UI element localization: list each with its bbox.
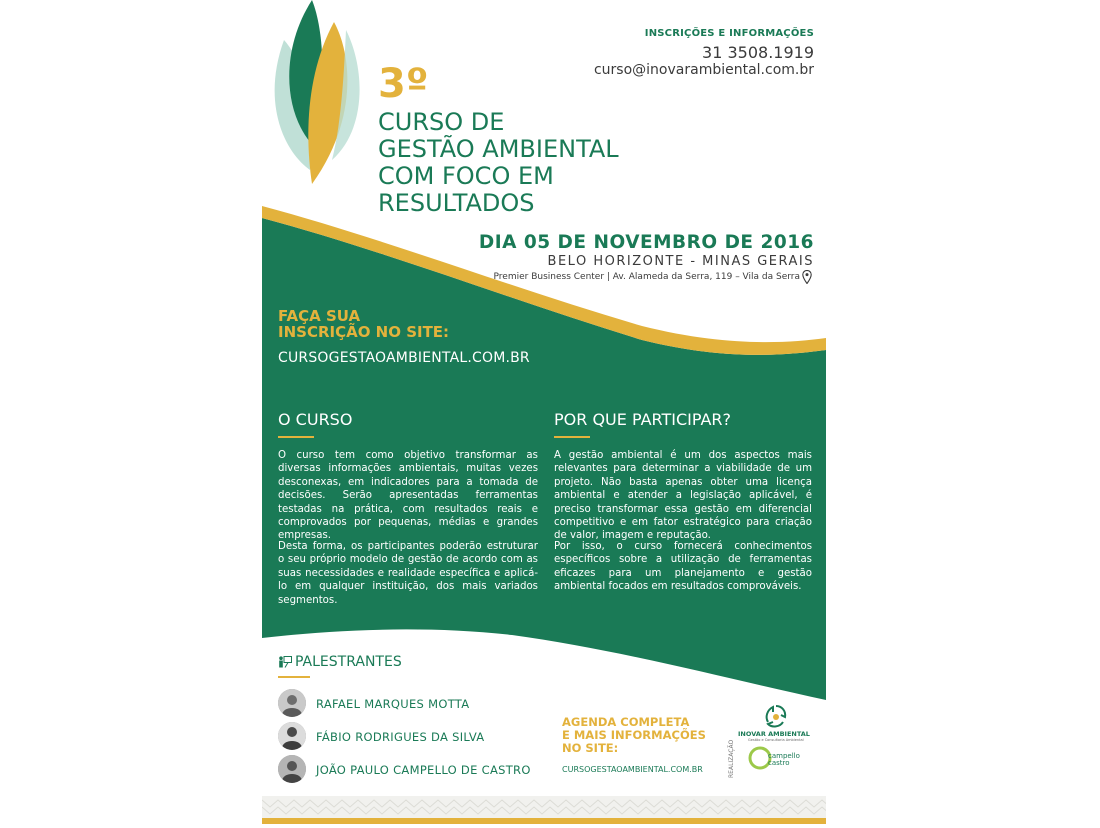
event-city: BELO HORIZONTE - MINAS GERAIS bbox=[547, 254, 814, 269]
agenda-line: AGENDA COMPLETA bbox=[562, 715, 690, 729]
speaker-name: JOÃO PAULO CAMPELLO DE CASTRO bbox=[316, 763, 531, 777]
agenda-line: NO SITE: bbox=[562, 741, 619, 755]
course-title bbox=[378, 109, 638, 217]
event-poster bbox=[262, 0, 826, 824]
edition-number: 3º bbox=[378, 61, 429, 107]
event-venue: Premier Business Center | Av. Alameda da Serra, 119 – Vila da Serra bbox=[493, 272, 800, 282]
speaker-name: FÁBIO RODRIGUES DA SILVA bbox=[316, 730, 485, 744]
agenda-url-link[interactable]: CURSOGESTAOAMBIENTAL.COM.BR bbox=[562, 765, 703, 774]
inovar-ambiental-logo bbox=[762, 704, 790, 730]
avatar bbox=[278, 689, 306, 717]
cta-url-link[interactable]: CURSOGESTAOAMBIENTAL.COM.BR bbox=[278, 350, 530, 366]
section-underline bbox=[278, 676, 310, 678]
course-title-line: RESULTADOS bbox=[378, 189, 535, 217]
section-title-curso: O CURSO bbox=[278, 410, 353, 429]
course-title-line: CURSO DE bbox=[378, 108, 505, 136]
campello-castro-name bbox=[768, 753, 818, 767]
speaker-row bbox=[278, 722, 306, 750]
speakers-title: PALESTRANTES bbox=[295, 654, 402, 670]
campello-castro-line: castro bbox=[768, 759, 790, 767]
course-title-line: COM FOCO EM bbox=[378, 162, 554, 190]
contact-title: INSCRIÇÕES E INFORMAÇÕES bbox=[644, 28, 814, 39]
contact-email: curso@inovarambiental.com.br bbox=[593, 62, 814, 78]
cta-title bbox=[278, 308, 518, 340]
speaker-icon bbox=[278, 656, 292, 668]
section-title-porque: POR QUE PARTICIPAR? bbox=[554, 410, 732, 429]
agenda-title bbox=[562, 716, 732, 755]
section-underline bbox=[278, 436, 314, 438]
event-date: DIA 05 DE NOVEMBRO DE 2016 bbox=[478, 232, 814, 253]
porque-paragraph-1: A gestão ambiental é um dos aspectos mais relevantes para determinar a viabilidade de um projeto. Não basta apenas obter uma licença ambiental e atender a legislação aplicável, é preciso transformar essa gestão em diferencial competitivo e em fator estratégico para criação de valor, imagem e reputação. bbox=[554, 450, 812, 542]
porque-paragraph-2: Por isso, o curso fornecerá conhecimentos específicos sobre a utilização de ferramentas eficazes para um planejamento e gestão ambiental focados em resultados comprováveis. bbox=[554, 541, 812, 593]
leaf-logo-graphic bbox=[262, 0, 372, 190]
location-pin-icon bbox=[802, 270, 812, 284]
course-title-line: GESTÃO AMBIENTAL bbox=[378, 135, 619, 163]
speaker-name: RAFAEL MARQUES MOTTA bbox=[316, 697, 470, 711]
avatar bbox=[278, 722, 306, 750]
curso-paragraph-2: Desta forma, os participantes poderão estruturar o seu próprio modelo de gestão de acordo com as suas necessidades e realidade específica e aplicá-lo em qualquer instituição, dos mais variados segmentos. bbox=[278, 541, 538, 606]
curso-paragraph-1: O curso tem como objetivo transformar as diversas informações ambientais, muitas vezes desconexas, em indicadores para a tomada de decisões. Serão apresentadas ferramentas testadas na prática, com resultados reais e comprovados por pequenas, médias e grandes empresas. bbox=[278, 450, 538, 542]
decorative-zigzag-pattern bbox=[262, 796, 826, 818]
inovar-ambiental-tagline: Gestão e Consultoria Ambiental bbox=[748, 738, 804, 742]
agenda-line: E MAIS INFORMAÇÕES bbox=[562, 728, 706, 742]
inovar-ambiental-name: INOVAR AMBIENTAL bbox=[738, 730, 810, 738]
avatar bbox=[278, 755, 306, 783]
organizers-label: REALIZAÇÃO bbox=[728, 739, 735, 778]
cta-title-line: INSCRIÇÃO NO SITE: bbox=[278, 323, 450, 341]
speaker-row bbox=[278, 755, 306, 783]
campello-castro-line: campello bbox=[768, 752, 800, 760]
speaker-row bbox=[278, 689, 306, 717]
contact-phone: 31 3508.1919 bbox=[702, 43, 814, 62]
cta-title-line: FAÇA SUA bbox=[278, 307, 361, 325]
section-underline bbox=[554, 436, 590, 438]
